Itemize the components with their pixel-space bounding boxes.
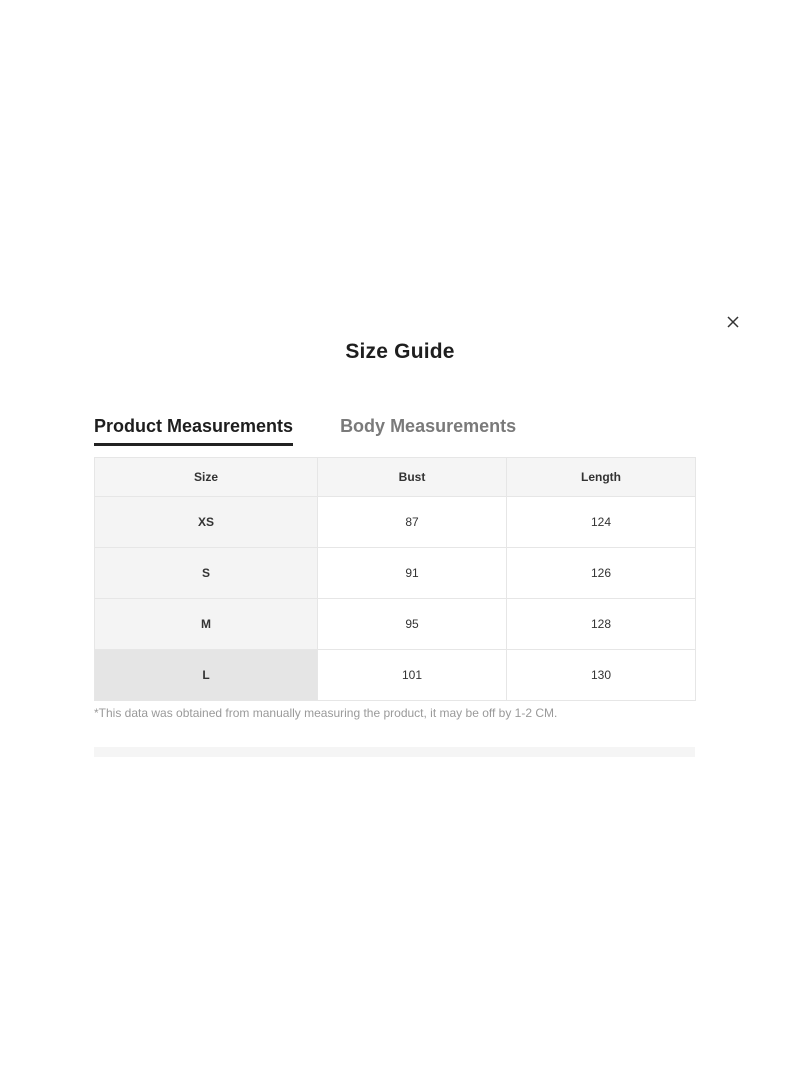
dialog-title: Size Guide	[345, 340, 455, 363]
header-length: Length	[507, 458, 696, 497]
close-button[interactable]	[723, 312, 743, 332]
table-row	[95, 650, 696, 701]
size-cell: M	[95, 599, 318, 650]
table-row	[95, 548, 696, 599]
header-size: Size	[95, 458, 318, 497]
table-header-row	[95, 458, 696, 497]
length-cell: 130	[507, 650, 696, 701]
bust-cell: 95	[318, 599, 507, 650]
table-row	[95, 599, 696, 650]
bust-cell: 101	[318, 650, 507, 701]
header-bust: Bust	[318, 458, 507, 497]
size-cell: S	[95, 548, 318, 599]
length-cell: 126	[507, 548, 696, 599]
size-table	[94, 457, 696, 701]
length-cell: 124	[507, 497, 696, 548]
size-cell: L	[95, 650, 318, 701]
bust-cell: 87	[318, 497, 507, 548]
tab-product-measurements[interactable]: Product Measurements	[94, 416, 293, 446]
length-cell: 128	[507, 599, 696, 650]
size-cell: XS	[95, 497, 318, 548]
table-row	[95, 497, 696, 548]
close-icon	[723, 312, 743, 332]
measurement-tabs	[94, 416, 516, 446]
measurement-note: *This data was obtained from manually measuring the product, it may be off by 1-2 CM.	[94, 706, 558, 720]
tab-body-measurements[interactable]: Body Measurements	[340, 416, 517, 436]
divider	[94, 747, 695, 757]
bust-cell: 91	[318, 548, 507, 599]
